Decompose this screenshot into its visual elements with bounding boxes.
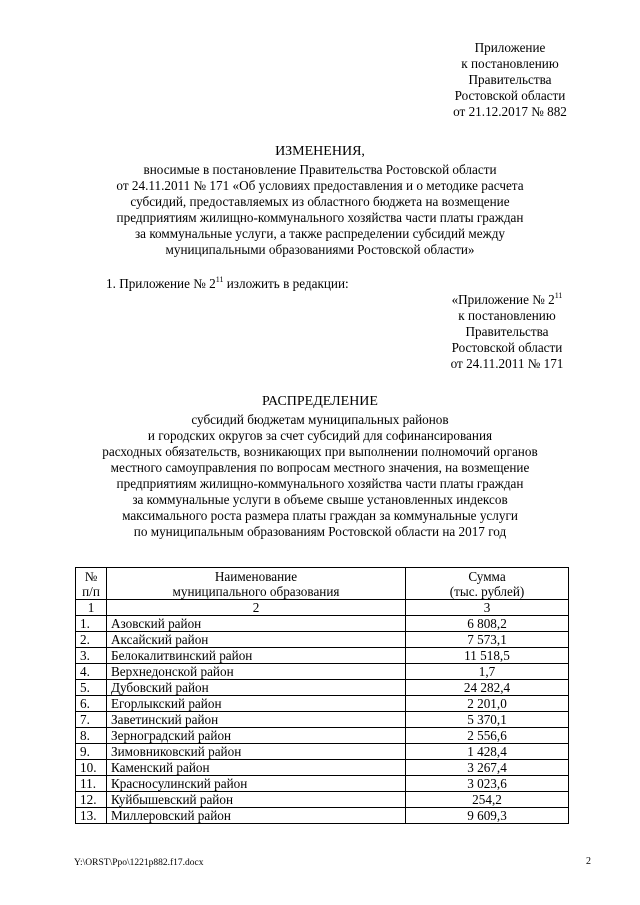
row-name: Миллеровский район [107,808,406,824]
table-row [76,808,569,824]
row-name: Аксайский район [107,632,406,648]
row-amount: 2 201,0 [406,696,569,712]
subsidy-table [75,567,569,824]
row-name: Куйбышевский район [107,792,406,808]
appendix-2-header [418,292,596,372]
row-name: Егорлыкский район [107,696,406,712]
header-sum [406,568,569,600]
row-number: 10. [76,760,107,776]
row-amount: 7 573,1 [406,632,569,648]
table-row [76,696,569,712]
row-amount: 11 518,5 [406,648,569,664]
row-name: Зерноградский район [107,728,406,744]
appendix-2-prefix: «Приложение № 2 [451,292,555,307]
distribution-description [60,412,580,540]
row-name: Дубовский район [107,680,406,696]
row-amount: 3 267,4 [406,760,569,776]
table-header-row [76,568,569,600]
row-amount: 6 808,2 [406,616,569,632]
row-amount: 1 428,4 [406,744,569,760]
distribution-line: местного самоуправления по вопросам местного значения, на возмещение [110,460,530,475]
row-amount: 1,7 [406,664,569,680]
row-name: Белокалитвинский район [107,648,406,664]
table-index-row [76,600,569,616]
row-name: Верхнедонской район [107,664,406,680]
changes-description [60,162,580,258]
distribution-line: субсидий бюджетам муниципальных районов [191,412,449,427]
header-sum-line1: Сумма [468,568,506,584]
changes-line: вносимые в постановление Правительства Ростовской области [143,162,497,177]
appendix-header [420,40,600,120]
table-row [76,792,569,808]
distribution-title: РАСПРЕДЕЛЕНИЕ [262,394,378,409]
appendix-2-line: Ростовской области [451,340,563,355]
distribution-line: максимального роста размера платы граждан за коммунальные услуги [122,508,518,523]
header-name-line2: муниципального образования [172,583,340,599]
appendix-2-line: к постановлению [458,308,556,323]
table-row [76,648,569,664]
distribution-line: предприятиям жилищно-коммунального хозяйства части платы граждан [116,476,524,491]
row-number: 5. [76,680,107,696]
row-amount: 3 023,6 [406,776,569,792]
table-row [76,760,569,776]
table-row [76,632,569,648]
row-number: 9. [76,744,107,760]
header-name-line1: Наименование [214,568,298,584]
header-num [76,568,107,600]
distribution-line: расходных обязательств, возникающих при выполнении полномочий органов [102,444,538,459]
appendix-line: от 21.12.2017 № 882 [453,104,567,119]
footer-file-path: Y:\ORST\Ppo\1221p882.f17.docx [74,858,204,868]
index-cell: 2 [107,600,406,616]
appendix-line: к постановлению [461,56,559,71]
instruction-sup: 11 [215,275,224,284]
table-row [76,776,569,792]
distribution-line: за коммунальные услуги в объеме свыше установленных индексов [132,492,508,507]
row-name: Каменский район [107,760,406,776]
header-num-line1: № [84,568,98,584]
header-sum-line2: (тыс. рублей) [449,583,525,599]
table-row [76,744,569,760]
row-number: 8. [76,728,107,744]
table-row [76,616,569,632]
row-number: 12. [76,792,107,808]
changes-title: ИЗМЕНЕНИЯ, [275,144,365,159]
row-amount: 2 556,6 [406,728,569,744]
row-name: Азовский район [107,616,406,632]
appendix-line: Правительства [468,72,552,87]
row-number: 2. [76,632,107,648]
table-row [76,728,569,744]
changes-line: за коммунальные услуги, а также распределении субсидий между [134,226,506,241]
table-row [76,712,569,728]
index-cell: 3 [406,600,569,616]
appendix-line: Приложение [474,40,546,55]
row-name: Зимовниковский район [107,744,406,760]
table-row [76,680,569,696]
instruction-suffix: изложить в редакции: [223,276,349,291]
appendix-2-line: Правительства [465,324,549,339]
distribution-line: по муниципальным образованиям Ростовской области на 2017 год [133,524,507,539]
row-number: 6. [76,696,107,712]
instruction-paragraph [106,276,526,292]
appendix-2-line: от 24.11.2011 № 171 [450,356,564,371]
appendix-line: Ростовской области [454,88,566,103]
changes-line: субсидий, предоставляемых из областного бюджета на возмещение [130,194,510,209]
row-name: Заветинский район [107,712,406,728]
row-amount: 254,2 [406,792,569,808]
distribution-line: и городских округов за счет субсидий для софинансирования [147,428,493,443]
appendix-2-sup: 11 [554,291,563,300]
index-cell: 1 [76,600,107,616]
appendix-2-title [418,292,596,308]
row-number: 7. [76,712,107,728]
page-number: 2 [586,856,591,867]
changes-line: предприятиям жилищно-коммунального хозяйства части платы граждан [116,210,524,225]
row-number: 13. [76,808,107,824]
instruction-prefix: 1. Приложение № 2 [106,276,216,291]
row-name: Красносулинский район [107,776,406,792]
row-number: 11. [76,776,107,792]
table-row [76,664,569,680]
header-num-line2: п/п [82,583,100,599]
row-number: 1. [76,616,107,632]
row-number: 3. [76,648,107,664]
row-amount: 24 282,4 [406,680,569,696]
header-name [107,568,406,600]
changes-line: муниципальными образованиями Ростовской области» [165,242,475,257]
changes-line: от 24.11.2011 № 171 «Об условиях предоставления и о методике расчета [116,178,524,193]
row-amount: 9 609,3 [406,808,569,824]
row-number: 4. [76,664,107,680]
row-amount: 5 370,1 [406,712,569,728]
